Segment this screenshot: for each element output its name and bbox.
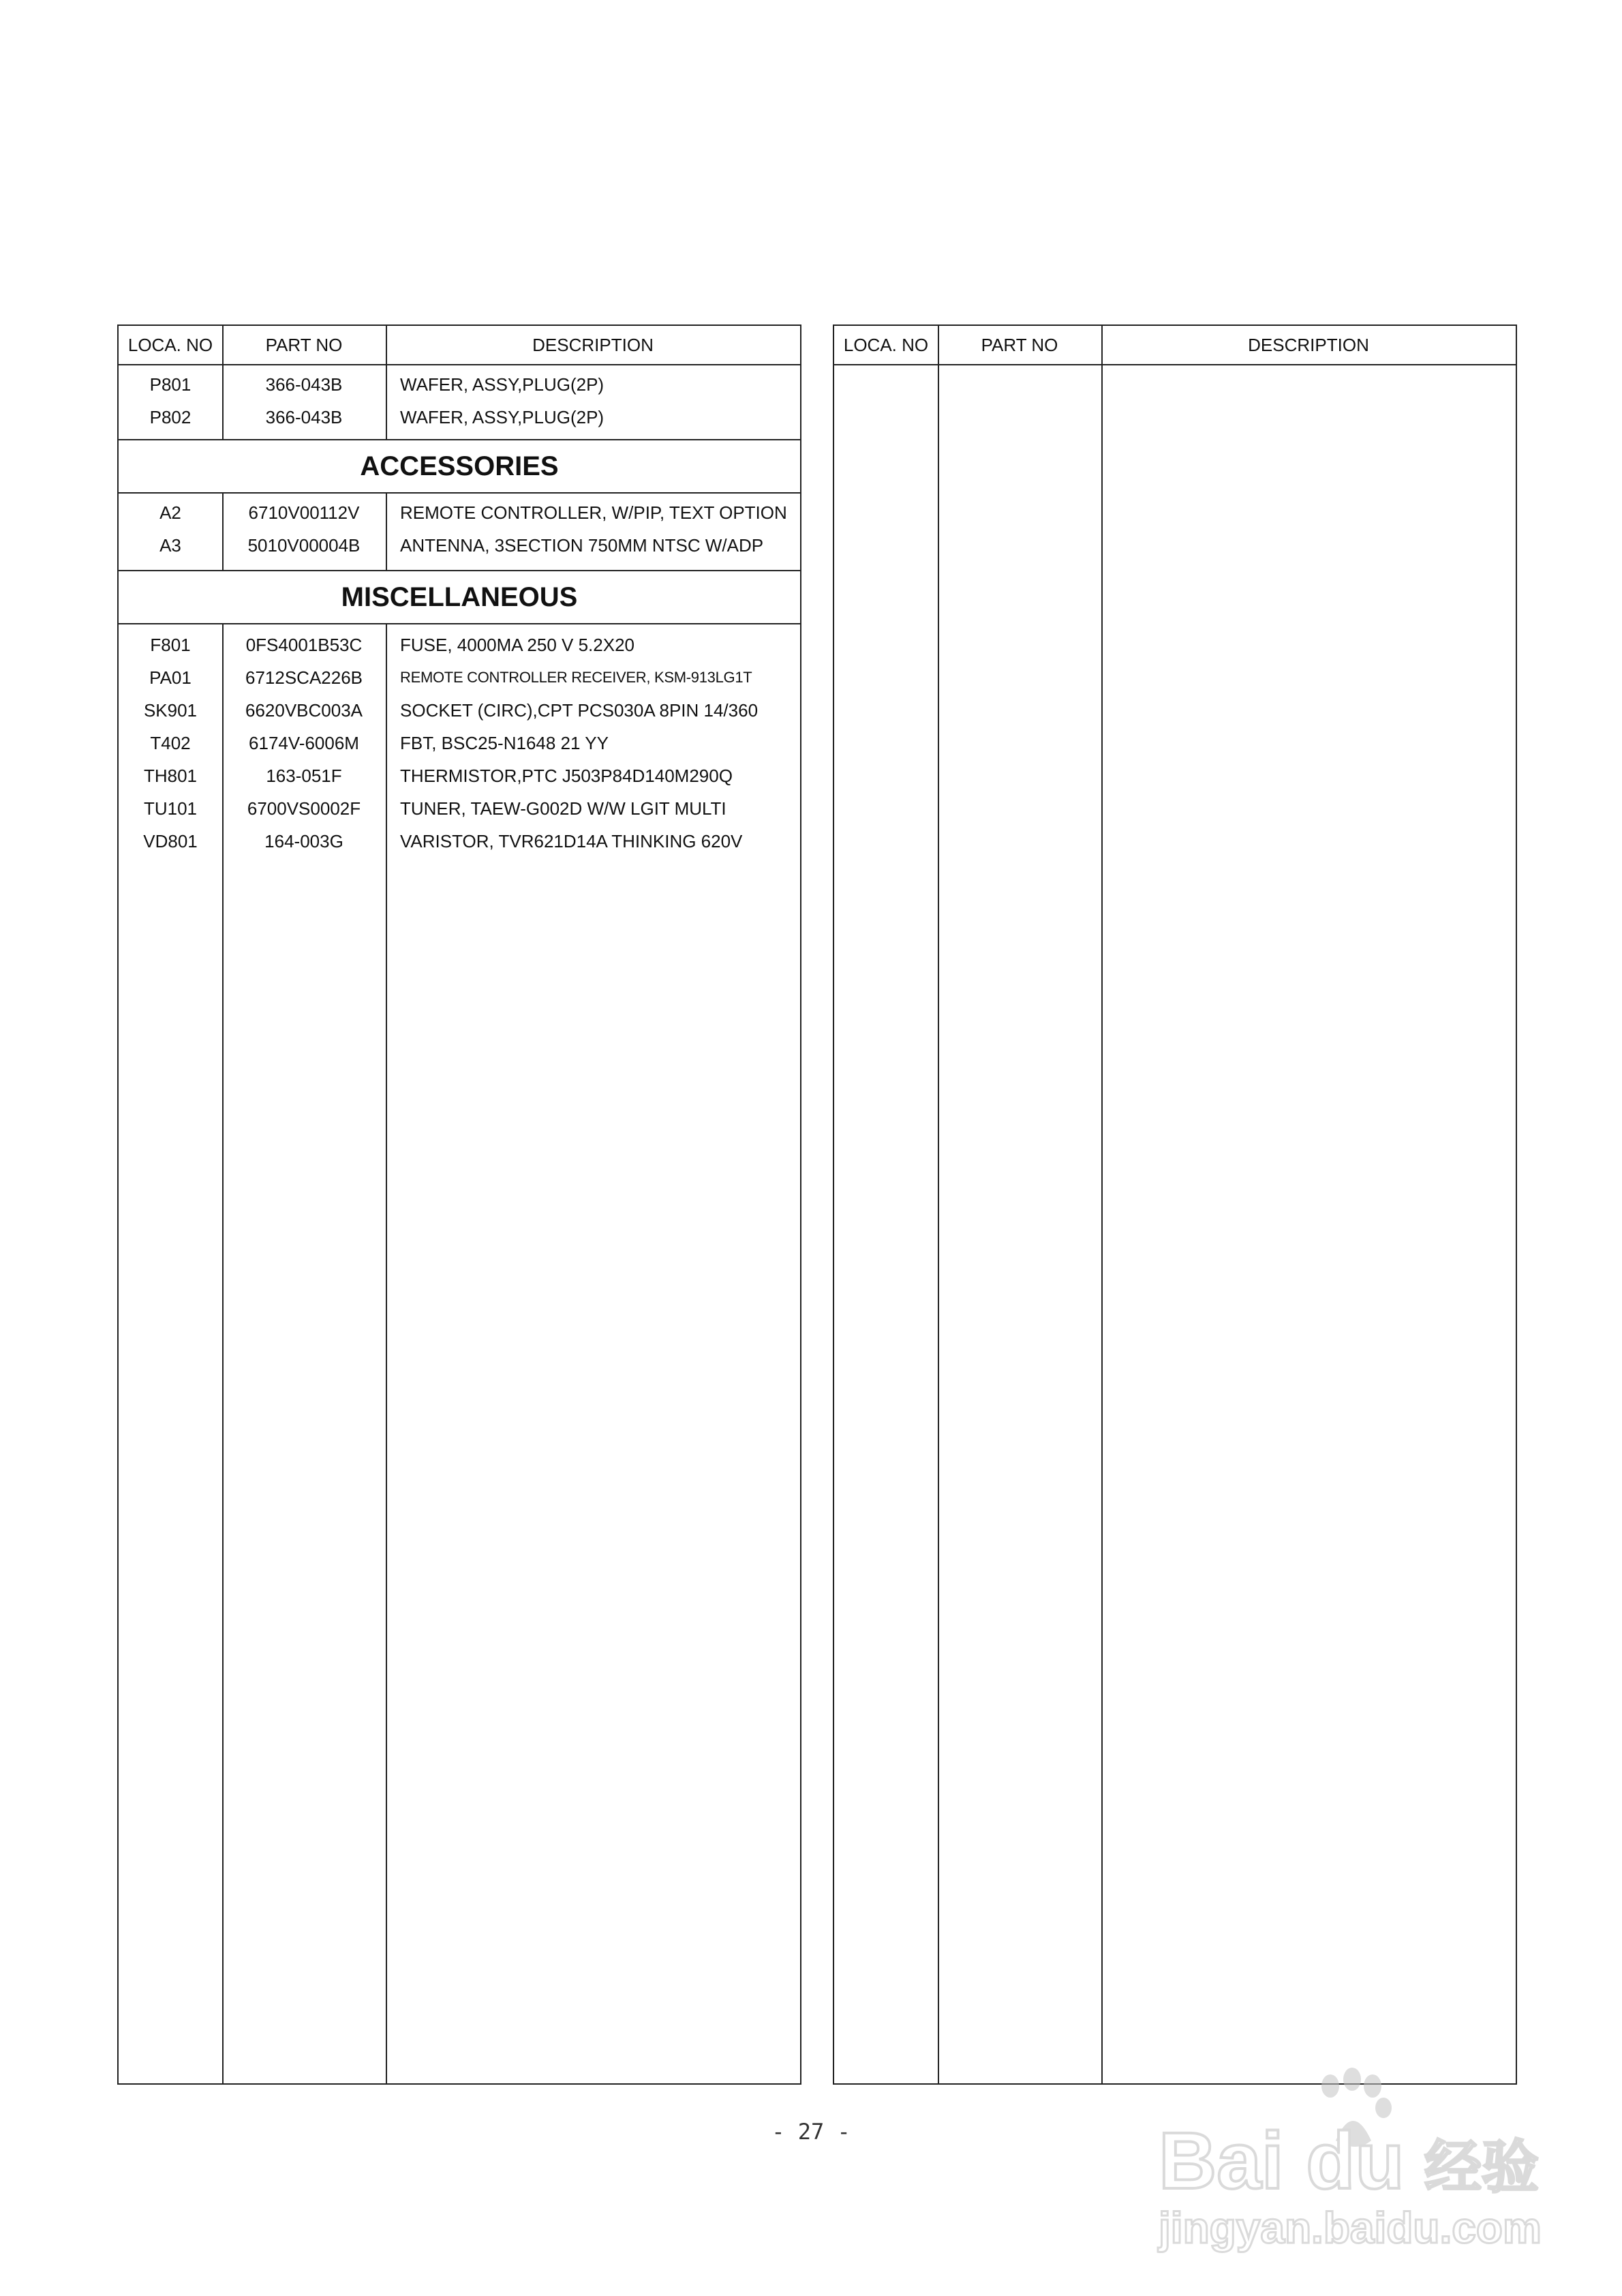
part-no: 5010V00004B (247, 535, 361, 556)
loca-no: A3 (159, 535, 181, 556)
description: SOCKET (CIRC),CPT PCS030A 8PIN 14/360 (400, 700, 759, 721)
page-number: - 27 - (771, 2119, 851, 2145)
table-row (119, 401, 800, 434)
loca-no: A2 (159, 502, 181, 523)
loca-no: T402 (150, 733, 191, 753)
part-no: 164-003G (264, 831, 343, 851)
parts-group-connectors (119, 368, 800, 434)
header-description: DESCRIPTION (1248, 335, 1369, 355)
header-loca-no: LOCA. NO (127, 335, 213, 355)
table-row (119, 368, 800, 401)
description: FUSE, 4000MA 250 V 5.2X20 (400, 635, 634, 655)
description: WAFER, ASSY,PLUG(2P) (400, 407, 605, 427)
table-row (119, 727, 800, 759)
parts-group-accessories (119, 496, 800, 562)
table-header (834, 326, 1516, 365)
description: WAFER, ASSY,PLUG(2P) (400, 374, 605, 395)
part-no: 6710V00112V (248, 502, 360, 523)
part-no: 6712SCA226B (245, 667, 363, 688)
part-no: 0FS4001B53C (245, 635, 363, 655)
description: REMOTE CONTROLLER, W/PIP, TEXT OPTION (400, 502, 787, 523)
description: FBT, BSC25-N1648 21 YY (400, 733, 609, 753)
loca-no: F801 (150, 635, 191, 655)
part-no: 366-043B (265, 407, 343, 427)
loca-no: VD801 (143, 831, 198, 851)
column-divider (938, 326, 939, 2083)
part-no: 366-043B (265, 374, 343, 395)
table-row (119, 496, 800, 529)
table-row (119, 629, 800, 661)
table-row (119, 529, 800, 562)
section-heading-accessories: ACCESSORIES (119, 439, 800, 494)
table-row (119, 759, 800, 792)
loca-no: P802 (149, 407, 192, 427)
table-header (119, 326, 800, 365)
description: VARISTOR, TVR621D14A THINKING 620V (400, 831, 743, 851)
parts-table-right (833, 324, 1517, 2085)
loca-no: TH801 (143, 766, 198, 786)
loca-no: TU101 (143, 798, 198, 819)
parts-group-miscellaneous (119, 629, 800, 858)
column-divider (1101, 326, 1103, 2083)
baidu-jingyan-watermark (1152, 2059, 1547, 2263)
watermark-cn: 经验 (1424, 2134, 1540, 2201)
header-loca-no: LOCA. NO (843, 335, 929, 355)
watermark-brand: Bai du (1159, 2116, 1405, 2206)
table-row (119, 825, 800, 858)
header-description: DESCRIPTION (532, 335, 654, 355)
header-part-no: PART NO (981, 335, 1058, 355)
part-no: 163-051F (266, 766, 342, 786)
description: THERMISTOR,PTC J503P84D140M290Q (400, 766, 733, 786)
loca-no: SK901 (143, 700, 198, 721)
part-no: 6174V-6006M (249, 733, 359, 753)
table-row (119, 694, 800, 727)
table-row (119, 661, 800, 694)
table-row (119, 792, 800, 825)
description: REMOTE CONTROLLER RECEIVER, KSM-913LG1T (400, 669, 752, 686)
parts-table-left (117, 324, 801, 2085)
description: ANTENNA, 3SECTION 750MM NTSC W/ADP (400, 535, 764, 556)
loca-no: PA01 (149, 667, 192, 688)
loca-no: P801 (149, 374, 192, 395)
watermark-url: jingyan.baidu.com (1159, 2203, 1542, 2252)
part-no: 6620VBC003A (245, 700, 363, 721)
header-part-no: PART NO (265, 335, 343, 355)
description: TUNER, TAEW-G002D W/W LGIT MULTI (400, 798, 726, 819)
part-no: 6700VS0002F (247, 798, 361, 819)
section-heading-miscellaneous: MISCELLANEOUS (119, 570, 800, 624)
